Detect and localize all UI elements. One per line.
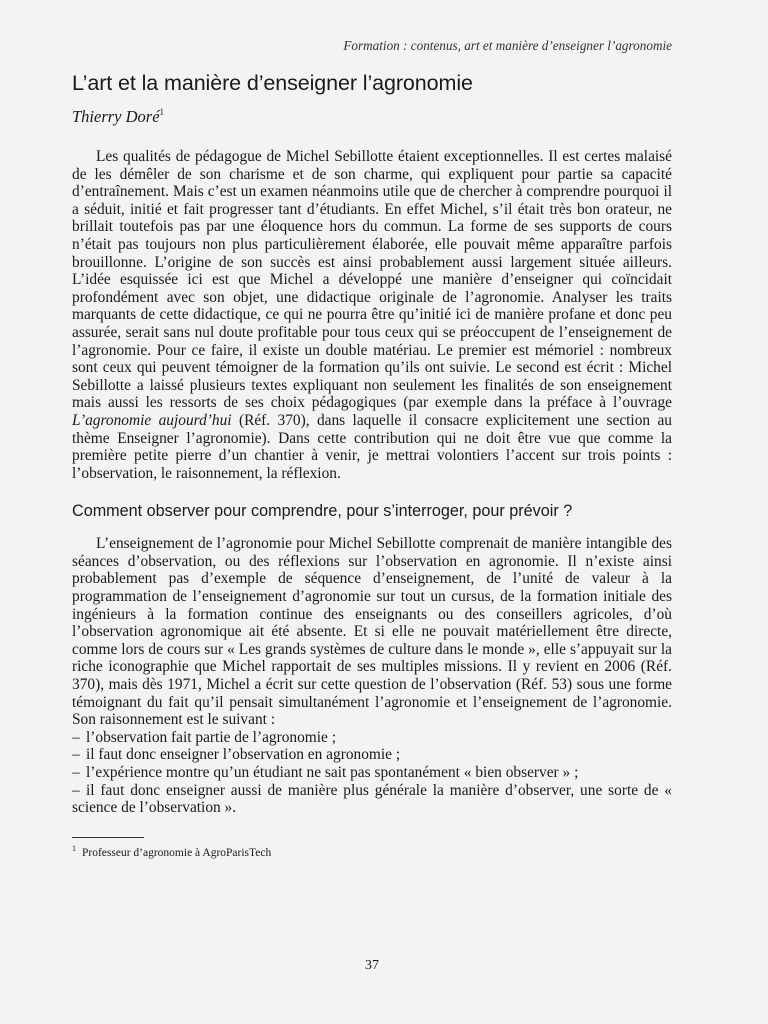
footnote-number: 1 — [72, 843, 76, 853]
list-item — [72, 729, 672, 747]
list-item — [72, 764, 672, 782]
list-item-text: il faut donc enseigner l’observation en agronomie ; — [86, 746, 401, 764]
list-dash: – — [72, 781, 80, 799]
list-item — [72, 746, 672, 764]
list-dash: – — [72, 746, 80, 764]
footnote — [72, 842, 672, 860]
footnote-divider — [72, 837, 144, 838]
intro-section — [72, 148, 672, 482]
list-dash: – — [72, 764, 80, 781]
list-item — [72, 782, 672, 817]
list-item-text: l’expérience montre qu’un étudiant ne sait pas spontanément « bien observer » ; — [86, 764, 579, 781]
intro-text-part2: (Réf. 370), dans laquelle il consacre explicitement une section au thème Enseigner l’agronomie). Dans cette contribution qui ne doit être vue que comme la première petite pierre d’un chantier à venir, je mettrai volontiers l’accent sur trois points : l’observation, le raisonnement, la réflexion. — [72, 411, 673, 482]
intro-text-part1: Les qualités de pédagogue de Michel Sebillotte étaient exceptionnelles. Il est certes malaisé de les démêler de son charisme et de son charme, qui expliquent pour partie sa capacité d’entraînement. Mais c’est un examen néanmoins utile que de chercher à comprendre pourquoi il a séduit, initié et fait progresser tant d’étudiants. En effet Michel, s’il était très bon orateur, ne brillait toutefois pas par une éloquence hors du commun. La forme de ses supports de cours n’était pas toujours non plus particulièrement élaborée, elle pouvait même apparaître parfois brouillonne. L’origine de son succès est ainsi probablement aussi largement située ailleurs. L’idée esquissée ici est que Michel a développé une manière d’enseigner qui coïncidait profondément avec son objet, une didactique originale de l’agronomie. Analyser les traits marquants de cette didactique, ce qui ne pourra être qu’initié ici de manière profane et donc peu assurée, serait sans nul doute profitable pour tous ceux qui se préoccupent de l’enseignement de l’agronomie. Pour ce faire, il existe un double matériau. Le premier est mémoriel : nombreux sont ceux qui peuvent témoigner de la formation qu’ils ont suivie. Le second est écrit : Michel Sebillotte a laissé plusieurs textes expliquant non seulement les finalités de son enseignement mais aussi les ressorts de ses choix pédagogiques (par exemple dans la préface à l’ouvrage — [72, 148, 672, 412]
author-footnote-ref: 1 — [159, 107, 165, 117]
page-number: 37 — [365, 958, 379, 973]
list-dash: – — [72, 728, 80, 746]
intro-paragraph — [72, 148, 672, 482]
author-name: Thierry Doré — [72, 107, 160, 126]
document-page — [72, 36, 672, 1016]
footnote-text: Professeur d’agronomie à AgroParisTech — [82, 846, 272, 859]
section-paragraph: L’enseignement de l’agronomie pour Michel Sebillotte comprenait de manière intangible des séances d’observation, ou des réflexions sur l’observation en agronomie. Il n’existe ainsi probablement pas d’exemple de séquence d’enseignement, de l’unité de valeur à la programmation de l’enseignement d’agronomie sur tout un cursus, de la formation initiale des ingénieurs à la formation continue des enseignants ou des conseillers agricoles, d’où l’observation agronomique ait été absente. Et si elle ne pouvait matériellement être directe, comme lors de cours sur « Les grands systèmes de culture dans le monde », elle s’appuyait sur la riche iconographie que Michel rapportait de ses multiples missions. Il y revient en 2006 (Réf. 370), mais dès 1971, Michel a écrit sur cette question de l’observation (Réf. 53) sous une forme témoignant du fait qu’il pensait simultanément l’agronomie et l’enseignement de l’agronomie. Son raisonnement est le suivant : — [72, 535, 672, 729]
list-item-text: il faut donc enseigner aussi de manière plus générale la manière d’observer, une sorte de « science de l’observation ». — [72, 781, 672, 817]
reasoning-list — [72, 729, 672, 817]
list-item-text: l’observation fait partie de l’agronomie ; — [86, 728, 337, 746]
section-body — [72, 535, 672, 817]
section-heading: Comment observer pour comprendre, pour s’interroger, pour prévoir ? — [72, 502, 573, 521]
article-title: L’art et la manière d’enseigner l’agronomie — [72, 71, 473, 95]
running-header: Formation : contenus, art et manière d’enseigner l’agronomie — [343, 38, 672, 53]
author-line — [72, 101, 672, 128]
book-title: L’agronomie aujourd’hui — [72, 411, 232, 429]
